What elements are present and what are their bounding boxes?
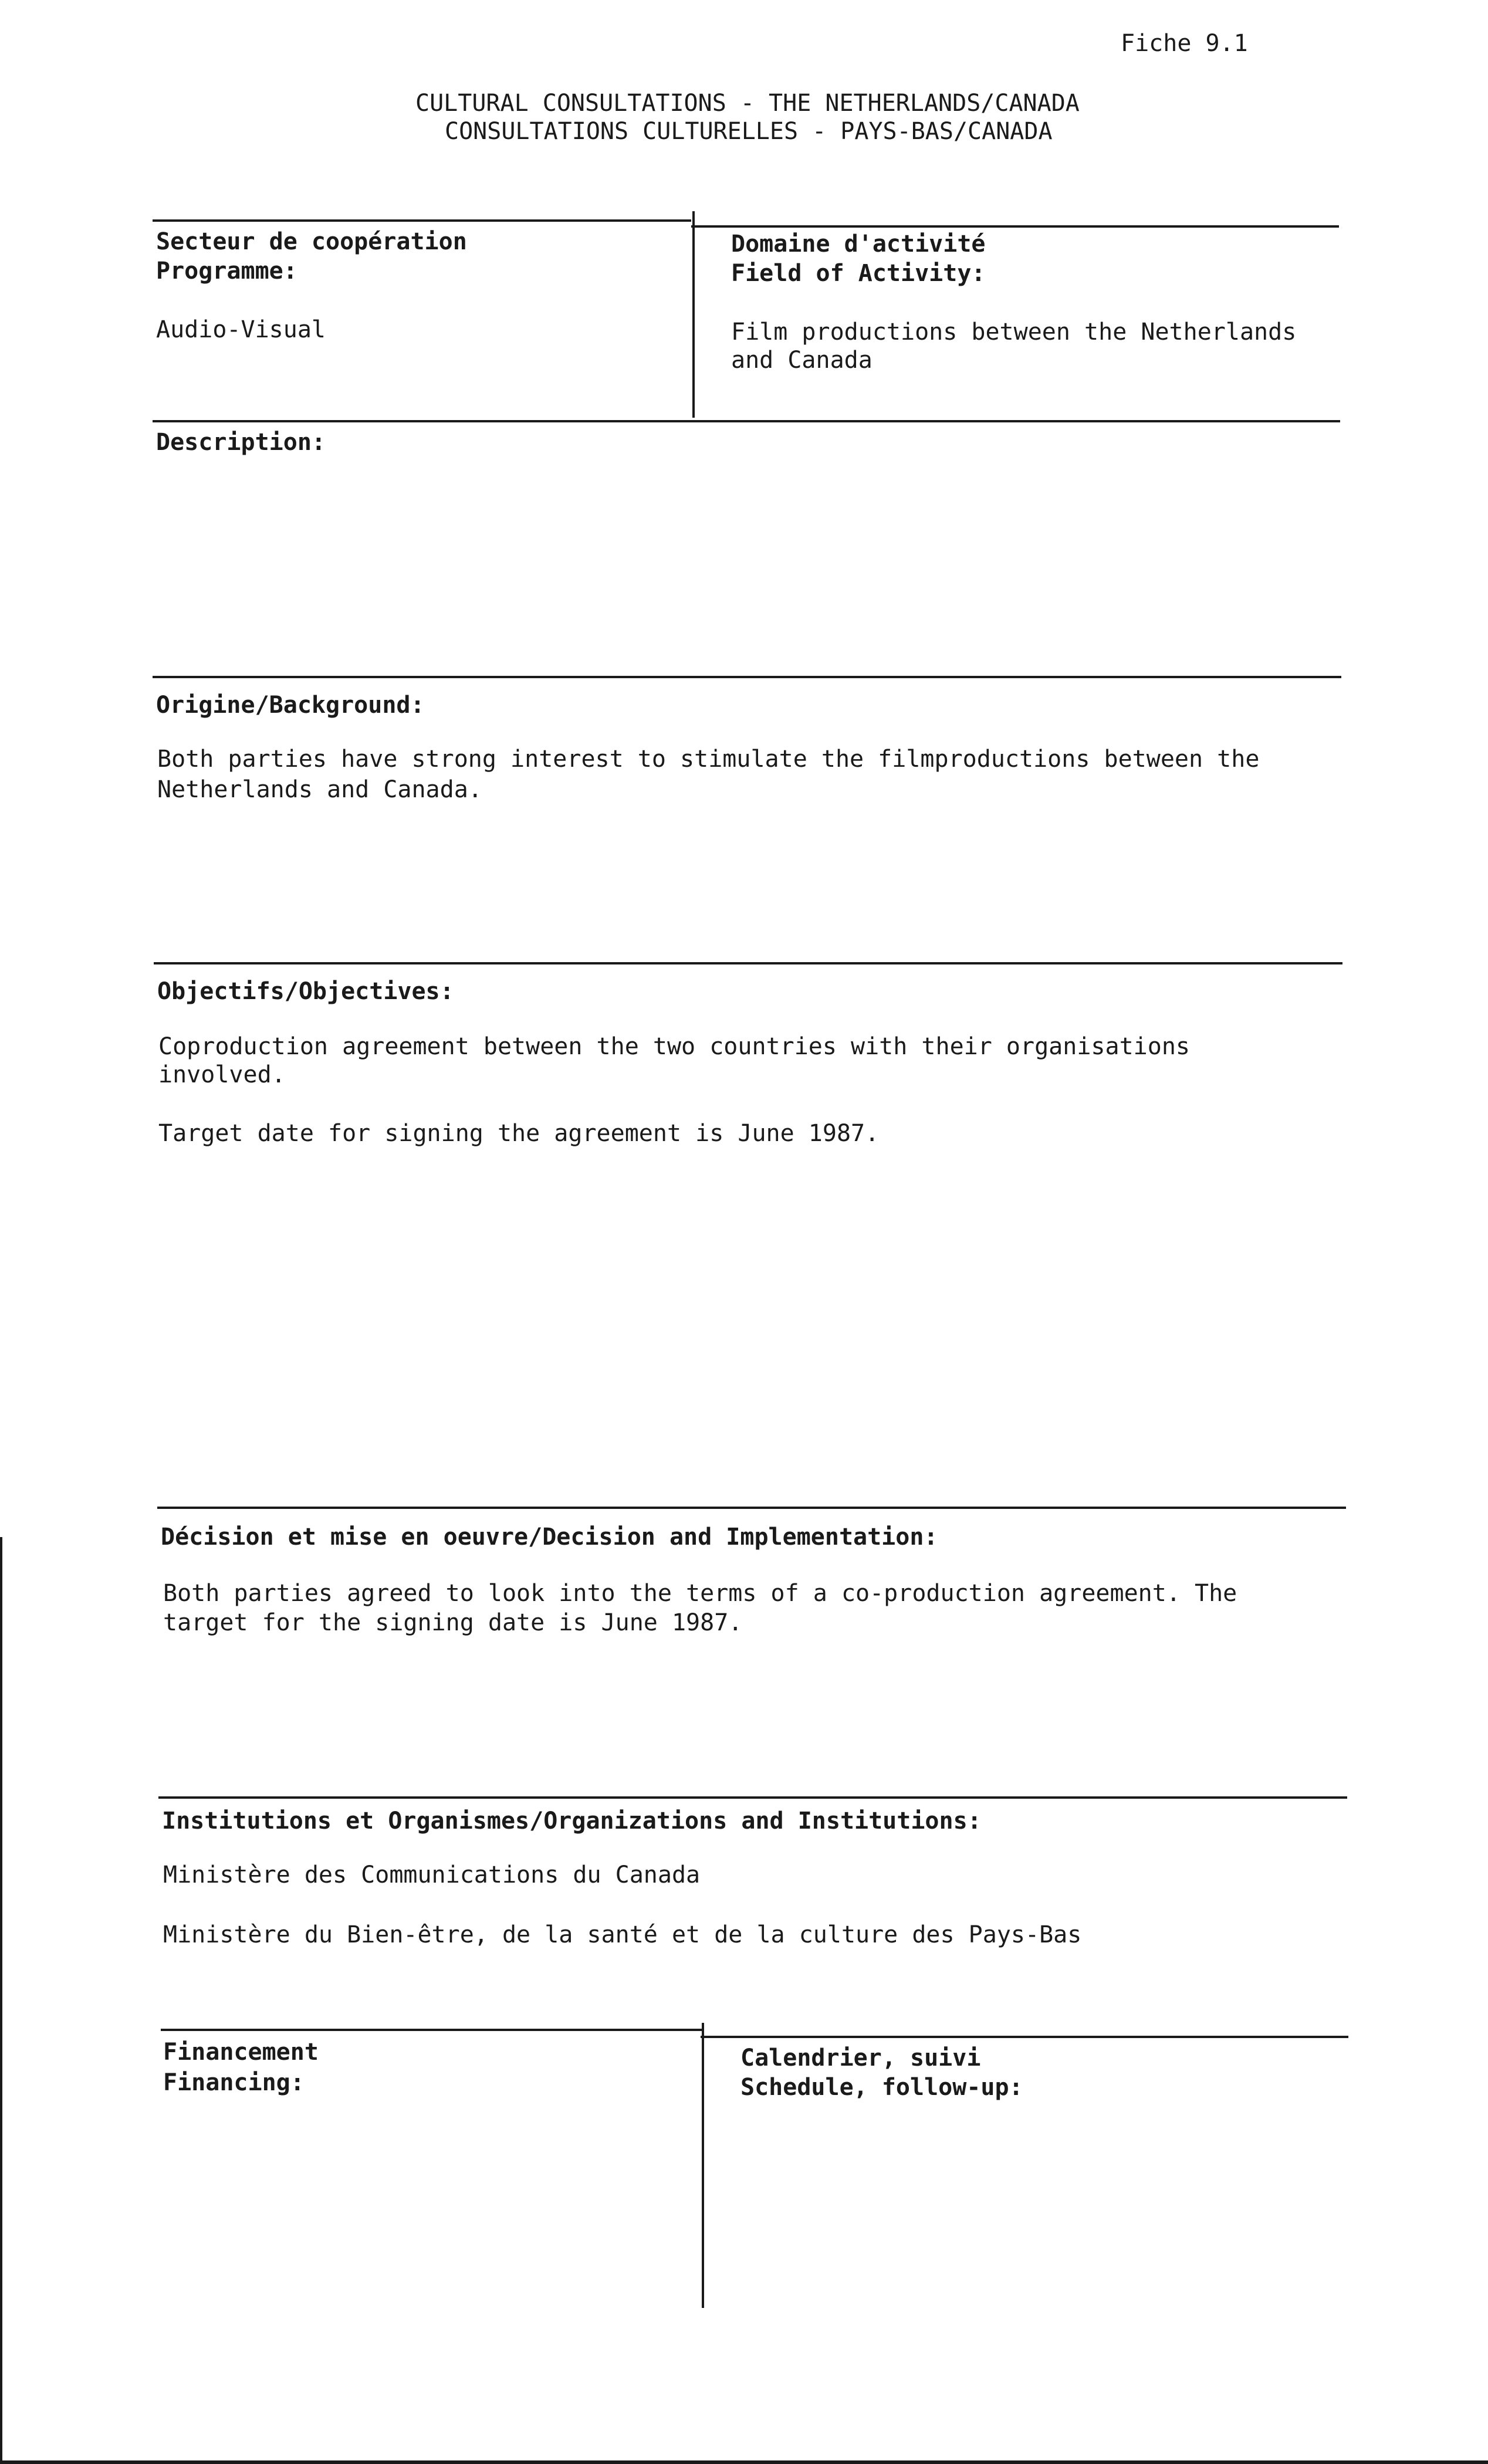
title-english: CULTURAL CONSULTATIONS - THE NETHERLANDS/CANADA <box>415 90 1080 117</box>
sector-label-en: Programme: <box>156 258 297 285</box>
schedule-label-fr: Calendrier, suivi <box>740 2045 981 2072</box>
bottom-box-rule-left <box>161 2029 702 2031</box>
decision-rule <box>157 1507 1346 1509</box>
financing-label-fr: Financement <box>163 2039 319 2066</box>
top-box-divider <box>692 211 695 418</box>
background-rule <box>153 676 1341 678</box>
decision-line1: Both parties agreed to look into the terms of a co-production agreement. The <box>163 1580 1237 1607</box>
schedule-label-en: Schedule, follow-up: <box>740 2074 1023 2101</box>
decision-label: Décision et mise en oeuvre/Decision and Implementation: <box>161 1524 938 1551</box>
title-french: CONSULTATIONS CULTURELLES - PAYS-BAS/CANADA <box>445 118 1053 145</box>
bottom-box-divider <box>702 2023 704 2308</box>
sector-value: Audio-Visual <box>156 316 326 343</box>
background-label: Origine/Background: <box>156 692 425 719</box>
objectives-line1: Coproduction agreement between the two countries with their organisations <box>158 1033 1190 1060</box>
description-rule <box>153 420 1340 422</box>
scan-bottom-edge <box>0 2460 1488 2464</box>
objectives-line2: involved. <box>158 1061 286 1088</box>
institutions-rule <box>158 1796 1347 1799</box>
background-line1: Both parties have strong interest to stimulate the filmproductions between the <box>157 746 1260 773</box>
decision-line2: target for the signing date is June 1987. <box>163 1609 743 1636</box>
field-label-fr: Domaine d'activité <box>731 231 986 258</box>
field-label-en: Field of Activity: <box>731 260 986 287</box>
objectives-rule <box>154 962 1342 964</box>
objectives-target-date: Target date for signing the agreement is June 1987. <box>158 1120 880 1147</box>
fiche-number: Fiche 9.1 <box>1121 30 1248 57</box>
objectives-label: Objectifs/Objectives: <box>157 978 454 1005</box>
top-box-rule-right <box>691 225 1339 228</box>
institution-item-1: Ministère des Communications du Canada <box>163 1861 701 1888</box>
field-value-line1: Film productions between the Netherlands <box>731 319 1297 346</box>
institution-item-2: Ministère du Bien-être, de la santé et de la culture des Pays-Bas <box>163 1921 1082 1948</box>
scan-left-edge <box>0 1537 2 2464</box>
top-box-rule-left <box>153 219 691 222</box>
description-label: Description: <box>156 429 326 456</box>
sector-label-fr: Secteur de coopération <box>156 228 467 255</box>
financing-label-en: Financing: <box>163 2069 305 2096</box>
background-line2: Netherlands and Canada. <box>157 776 482 803</box>
field-value-line2: and Canada <box>731 347 872 374</box>
institutions-label: Institutions et Organismes/Organizations and Institutions: <box>162 1808 982 1835</box>
bottom-box-rule-right <box>701 2036 1348 2038</box>
